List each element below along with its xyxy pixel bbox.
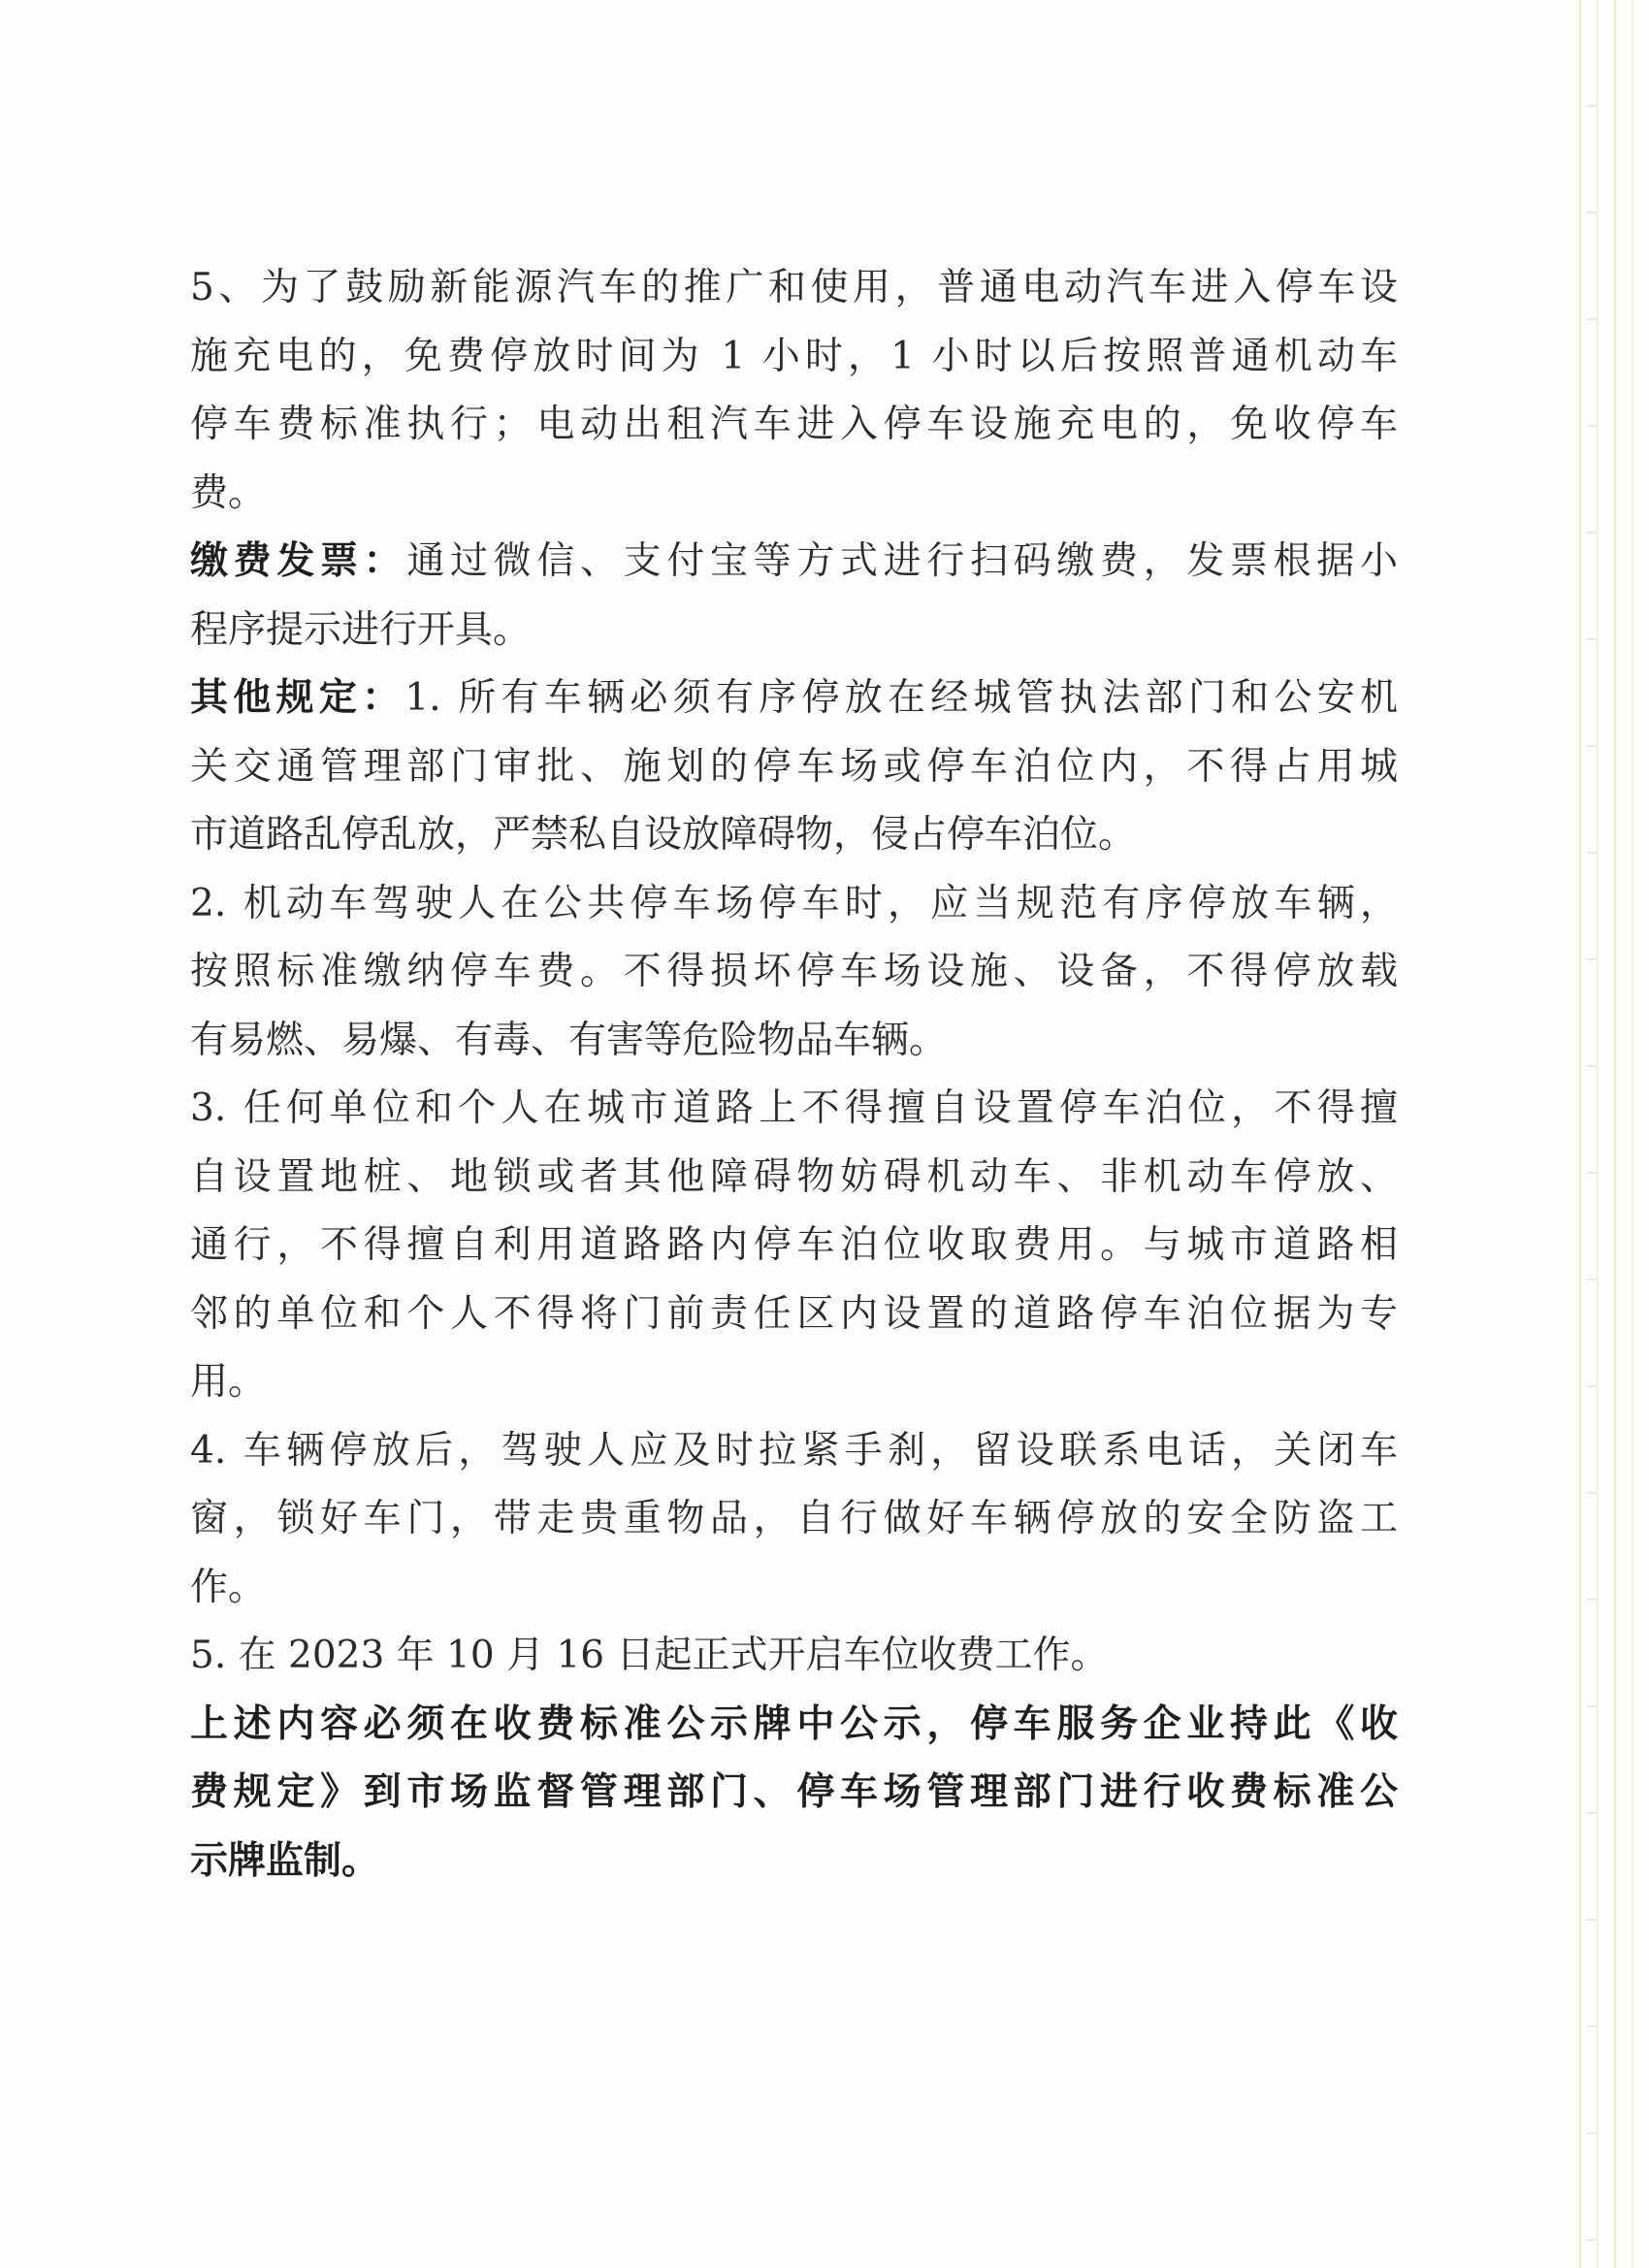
body-text: 作。: [190, 1565, 267, 1609]
text-line: [190, 1348, 1398, 1417]
body-text: 1. 所有车辆必须有序停放在经城管执法部门和公安机: [404, 676, 1398, 720]
text-line: [190, 1622, 1398, 1691]
scan-edge-line: [1579, 0, 1581, 2268]
body-text: 停车费标准执行；电动出租汽车进入停车设施充电的，免收停车: [190, 403, 1398, 446]
body-text: 市道路乱停乱放，严禁私自设放障碍物，侵占停车泊位。: [190, 813, 1137, 857]
text-line: [190, 1212, 1398, 1280]
scan-edge-line: [1597, 0, 1599, 2268]
text-line: [190, 938, 1398, 1007]
body-text: 有易燃、易爆、有毒、有害等危险物品车辆。: [190, 1018, 948, 1062]
scan-edge-line: [1632, 0, 1633, 2268]
text-line: [190, 391, 1398, 460]
body-text: 3. 任何单位和个人在城市道路上不得擅自设置停车泊位，不得擅: [190, 1086, 1398, 1130]
body-text: 程序提示进行开具。: [190, 607, 532, 652]
body-text: 窗，锁好车门，带走贵重物品，自行做好车辆停放的安全防盗工: [190, 1497, 1398, 1540]
text-line: [190, 254, 1398, 323]
text-line: [190, 1144, 1398, 1213]
body-text: 5. 在 2023 年 10 月 16 日起正式开启车位收费工作。: [190, 1634, 1109, 1677]
text-line: [190, 1554, 1398, 1623]
body-text: 邻的单位和个人不得将门前责任区内设置的道路停车泊位据为专: [190, 1291, 1398, 1336]
text-line: [190, 664, 1398, 733]
text-line: [190, 801, 1398, 870]
text-line: [190, 323, 1398, 392]
text-line: [190, 1691, 1398, 1760]
text-line: [190, 1828, 1398, 1896]
bold-text: 费规定》到市场监督管理部门、停车场管理部门进行收费标准公: [190, 1770, 1398, 1814]
document-body: [190, 254, 1398, 1895]
text-line: [190, 1280, 1398, 1349]
text-line: [190, 1007, 1398, 1076]
body-text: 按照标准缴纳停车费。不得损坏停车场设施、设备，不得停放载: [190, 950, 1398, 993]
body-text: 施充电的，免费停放时间为 1 小时，1 小时以后按照普通机动车: [190, 334, 1398, 378]
text-line: [190, 528, 1398, 597]
text-line: [190, 1759, 1398, 1828]
body-text: 5、为了鼓励新能源汽车的推广和使用，普通电动汽车进入停车设: [190, 266, 1398, 309]
body-text: 自设置地桩、地锁或者其他障碍物妨碍机动车、非机动车停放、: [190, 1154, 1398, 1199]
body-text: 通行，不得擅自利用道路路内停车泊位收取费用。与城市道路相: [190, 1223, 1398, 1267]
scan-edge-ticks: [1587, 0, 1597, 2268]
text-line: [190, 870, 1398, 939]
scan-edge-line: [1614, 0, 1616, 2268]
text-line: [190, 733, 1398, 802]
bold-text: 示牌监制。: [190, 1838, 380, 1883]
body-text: 通过微信、支付宝等方式进行扫码缴费，发票根据小: [406, 539, 1398, 583]
body-text: 4. 车辆停放后，驾驶人应及时拉紧手刹，留设联系电话，关闭车: [190, 1428, 1398, 1473]
text-line: [190, 1485, 1398, 1554]
body-text: 用。: [190, 1360, 267, 1404]
body-text: 关交通管理部门审批、施划的停车场或停车泊位内，不得占用城: [190, 744, 1398, 789]
body-text: 费。: [190, 470, 267, 515]
bold-text: 其他规定：: [190, 676, 405, 720]
text-line: [190, 1075, 1398, 1144]
text-line: [190, 1417, 1398, 1486]
bold-text: 缴费发票：: [190, 539, 407, 583]
text-line: [190, 460, 1398, 529]
text-line: [190, 597, 1398, 665]
body-text: 2. 机动车驾驶人在公共停车场停车时，应当规范有序停放车辆，: [190, 881, 1398, 925]
bold-text: 上述内容必须在收费标准公示牌中公示，停车服务企业持此《收: [190, 1701, 1398, 1746]
